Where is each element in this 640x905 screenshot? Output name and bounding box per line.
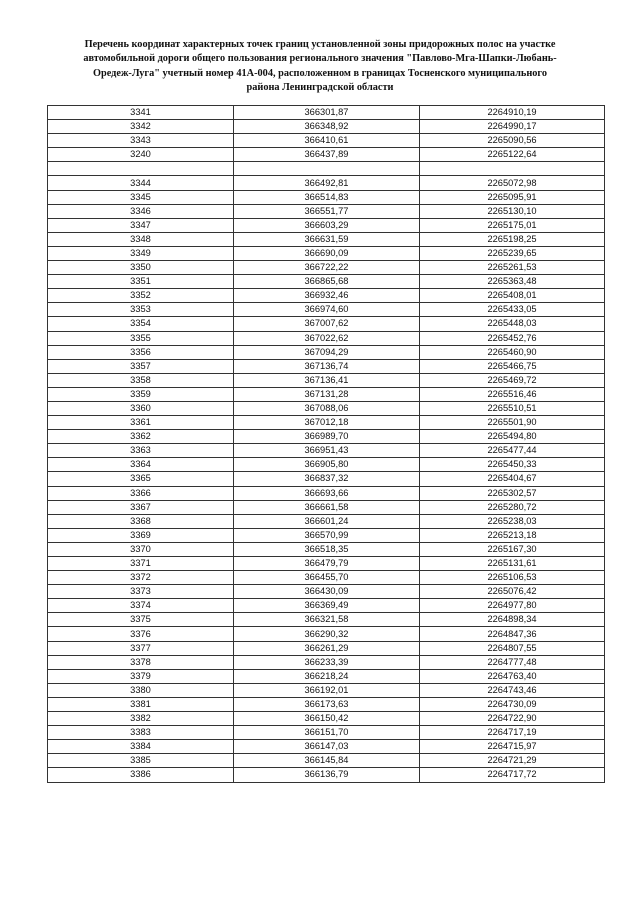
y-coordinate-cell: 2264777,48 <box>420 655 605 669</box>
y-coordinate-cell: 2265090,56 <box>420 134 605 148</box>
table-row <box>48 401 605 415</box>
document-title <box>40 38 600 96</box>
y-coordinate-cell: 2265095,91 <box>420 190 605 204</box>
y-coordinate-cell: 2265404,67 <box>420 472 605 486</box>
x-coordinate-cell: 366147,03 <box>234 740 420 754</box>
x-coordinate-cell: 366603,29 <box>234 218 420 232</box>
y-coordinate-cell: 2264898,34 <box>420 613 605 627</box>
y-coordinate-cell: 2264763,40 <box>420 669 605 683</box>
point-number-cell: 3360 <box>48 401 234 415</box>
x-coordinate-cell: 366145,84 <box>234 754 420 768</box>
x-coordinate-cell: 366233,39 <box>234 655 420 669</box>
x-coordinate-cell: 366661,58 <box>234 500 420 514</box>
table-row <box>48 106 605 120</box>
y-coordinate-cell: 2264717,19 <box>420 726 605 740</box>
y-coordinate-cell: 2265452,76 <box>420 331 605 345</box>
table-row <box>48 514 605 528</box>
y-coordinate-cell: 2265261,53 <box>420 261 605 275</box>
y-coordinate-cell: 2265198,25 <box>420 232 605 246</box>
table-row <box>48 458 605 472</box>
coordinates-table <box>47 105 605 783</box>
y-coordinate-cell: 2265167,30 <box>420 542 605 556</box>
table-row <box>48 303 605 317</box>
table-row <box>48 345 605 359</box>
y-coordinate-cell: 2265450,33 <box>420 458 605 472</box>
table-row <box>48 190 605 204</box>
table-row <box>48 148 605 162</box>
point-number-cell: 3361 <box>48 416 234 430</box>
x-coordinate-cell: 366837,32 <box>234 472 420 486</box>
point-number-cell: 3381 <box>48 697 234 711</box>
y-coordinate-cell: 2265510,51 <box>420 401 605 415</box>
y-coordinate-cell: 2264730,09 <box>420 697 605 711</box>
table-row <box>48 373 605 387</box>
x-coordinate-cell: 366173,63 <box>234 697 420 711</box>
x-coordinate-cell: 366551,77 <box>234 204 420 218</box>
x-coordinate-cell: 366301,87 <box>234 106 420 120</box>
y-coordinate-cell: 2264990,17 <box>420 120 605 134</box>
point-number-cell: 3342 <box>48 120 234 134</box>
point-number-cell: 3349 <box>48 246 234 260</box>
y-coordinate-cell: 2265448,03 <box>420 317 605 331</box>
y-coordinate-cell: 2264721,29 <box>420 754 605 768</box>
x-coordinate-cell: 366951,43 <box>234 444 420 458</box>
table-row <box>48 697 605 711</box>
y-coordinate-cell: 2265501,90 <box>420 416 605 430</box>
point-number-cell: 3354 <box>48 317 234 331</box>
point-number-cell: 3341 <box>48 106 234 120</box>
x-coordinate-cell: 366437,89 <box>234 148 420 162</box>
x-coordinate-cell: 366932,46 <box>234 289 420 303</box>
title-line-4: района Ленинградской области <box>246 82 394 94</box>
y-coordinate-cell: 2265363,48 <box>420 275 605 289</box>
x-coordinate-cell: 366410,61 <box>234 134 420 148</box>
y-coordinate-cell: 2265131,61 <box>420 557 605 571</box>
table-row <box>48 359 605 373</box>
point-number-cell: 3350 <box>48 261 234 275</box>
point-number-cell: 3355 <box>48 331 234 345</box>
table-row <box>48 416 605 430</box>
x-coordinate-cell: 367131,28 <box>234 387 420 401</box>
table-row <box>48 134 605 148</box>
x-coordinate-cell: 366290,32 <box>234 627 420 641</box>
x-coordinate-cell: 366601,24 <box>234 514 420 528</box>
title-line-1: Перечень координат характерных точек границ установленной зоны придорожных полос на участке <box>84 39 556 50</box>
y-coordinate-cell: 2265122,64 <box>420 148 605 162</box>
x-coordinate-cell: 366192,01 <box>234 683 420 697</box>
point-number-cell: 3357 <box>48 359 234 373</box>
y-coordinate-cell: 2264743,46 <box>420 683 605 697</box>
table-row <box>48 571 605 585</box>
x-coordinate-cell <box>234 162 420 176</box>
point-number-cell: 3372 <box>48 571 234 585</box>
table-row <box>48 655 605 669</box>
table-row <box>48 232 605 246</box>
x-coordinate-cell: 367094,29 <box>234 345 420 359</box>
point-number-cell: 3376 <box>48 627 234 641</box>
point-number-cell: 3385 <box>48 754 234 768</box>
table-row <box>48 768 605 782</box>
point-number-cell: 3370 <box>48 542 234 556</box>
x-coordinate-cell: 366136,79 <box>234 768 420 782</box>
table-row <box>48 430 605 444</box>
table-row <box>48 275 605 289</box>
table-row <box>48 542 605 556</box>
y-coordinate-cell: 2265238,03 <box>420 514 605 528</box>
x-coordinate-cell: 366430,09 <box>234 585 420 599</box>
point-number-cell: 3374 <box>48 599 234 613</box>
y-coordinate-cell: 2265213,18 <box>420 528 605 542</box>
table-row <box>48 599 605 613</box>
y-coordinate-cell: 2265433,05 <box>420 303 605 317</box>
table-row <box>48 331 605 345</box>
y-coordinate-cell: 2265516,46 <box>420 387 605 401</box>
coordinates-table-body <box>48 106 605 783</box>
x-coordinate-cell: 366150,42 <box>234 712 420 726</box>
table-row <box>48 585 605 599</box>
point-number-cell: 3367 <box>48 500 234 514</box>
y-coordinate-cell: 2265466,75 <box>420 359 605 373</box>
table-row <box>48 669 605 683</box>
table-row <box>48 176 605 190</box>
point-number-cell: 3386 <box>48 768 234 782</box>
y-coordinate-cell: 2265175,01 <box>420 218 605 232</box>
table-row <box>48 317 605 331</box>
table-row <box>48 641 605 655</box>
table-row <box>48 204 605 218</box>
point-number-cell: 3365 <box>48 472 234 486</box>
table-row <box>48 218 605 232</box>
x-coordinate-cell: 367007,62 <box>234 317 420 331</box>
x-coordinate-cell: 366570,99 <box>234 528 420 542</box>
y-coordinate-cell: 2264715,97 <box>420 740 605 754</box>
point-number-cell: 3383 <box>48 726 234 740</box>
x-coordinate-cell: 366905,80 <box>234 458 420 472</box>
point-number-cell: 3368 <box>48 514 234 528</box>
point-number-cell: 3362 <box>48 430 234 444</box>
x-coordinate-cell: 366518,35 <box>234 542 420 556</box>
table-row <box>48 613 605 627</box>
point-number-cell: 3346 <box>48 204 234 218</box>
point-number-cell: 3373 <box>48 585 234 599</box>
point-number-cell: 3384 <box>48 740 234 754</box>
point-number-cell: 3363 <box>48 444 234 458</box>
x-coordinate-cell: 366321,58 <box>234 613 420 627</box>
title-line-3: Оредеж-Луга" учетный номер 41А-004, расположенном в границах Тосненского муниципального <box>93 67 547 79</box>
point-number-cell: 3364 <box>48 458 234 472</box>
y-coordinate-cell: 2265130,10 <box>420 204 605 218</box>
table-row <box>48 472 605 486</box>
point-number-cell: 3359 <box>48 387 234 401</box>
point-number-cell: 3366 <box>48 486 234 500</box>
point-number-cell: 3371 <box>48 557 234 571</box>
table-row <box>48 246 605 260</box>
y-coordinate-cell: 2265072,98 <box>420 176 605 190</box>
x-coordinate-cell: 366479,79 <box>234 557 420 571</box>
y-coordinate-cell: 2265302,57 <box>420 486 605 500</box>
point-number-cell: 3375 <box>48 613 234 627</box>
table-row <box>48 162 605 176</box>
y-coordinate-cell: 2265494,80 <box>420 430 605 444</box>
x-coordinate-cell: 367136,41 <box>234 373 420 387</box>
point-number-cell <box>48 162 234 176</box>
x-coordinate-cell: 366693,66 <box>234 486 420 500</box>
point-number-cell: 3343 <box>48 134 234 148</box>
x-coordinate-cell: 366151,70 <box>234 726 420 740</box>
table-row <box>48 557 605 571</box>
title-line-2: автомобильной дороги общего пользования регионального значения "Павлово-Мга-Шапки-Любань- <box>83 53 557 65</box>
x-coordinate-cell: 366455,70 <box>234 571 420 585</box>
point-number-cell: 3352 <box>48 289 234 303</box>
x-coordinate-cell: 367022,62 <box>234 331 420 345</box>
y-coordinate-cell <box>420 162 605 176</box>
y-coordinate-cell: 2264717,72 <box>420 768 605 782</box>
x-coordinate-cell: 366261,29 <box>234 641 420 655</box>
table-row <box>48 387 605 401</box>
table-row <box>48 289 605 303</box>
y-coordinate-cell: 2264847,36 <box>420 627 605 641</box>
x-coordinate-cell: 366369,49 <box>234 599 420 613</box>
point-number-cell: 3348 <box>48 232 234 246</box>
x-coordinate-cell: 366865,68 <box>234 275 420 289</box>
table-row <box>48 120 605 134</box>
x-coordinate-cell: 367136,74 <box>234 359 420 373</box>
table-row <box>48 712 605 726</box>
table-row <box>48 528 605 542</box>
table-row <box>48 683 605 697</box>
point-number-cell: 3369 <box>48 528 234 542</box>
x-coordinate-cell: 366974,60 <box>234 303 420 317</box>
table-row <box>48 726 605 740</box>
point-number-cell: 3382 <box>48 712 234 726</box>
x-coordinate-cell: 366631,59 <box>234 232 420 246</box>
y-coordinate-cell: 2265469,72 <box>420 373 605 387</box>
y-coordinate-cell: 2264910,19 <box>420 106 605 120</box>
x-coordinate-cell: 367012,18 <box>234 416 420 430</box>
y-coordinate-cell: 2265477,44 <box>420 444 605 458</box>
y-coordinate-cell: 2265460,90 <box>420 345 605 359</box>
point-number-cell: 3379 <box>48 669 234 683</box>
table-row <box>48 486 605 500</box>
x-coordinate-cell: 366514,83 <box>234 190 420 204</box>
x-coordinate-cell: 366989,70 <box>234 430 420 444</box>
y-coordinate-cell: 2264722,90 <box>420 712 605 726</box>
point-number-cell: 3240 <box>48 148 234 162</box>
x-coordinate-cell: 366492,81 <box>234 176 420 190</box>
table-row <box>48 754 605 768</box>
table-row <box>48 627 605 641</box>
point-number-cell: 3356 <box>48 345 234 359</box>
y-coordinate-cell: 2264807,55 <box>420 641 605 655</box>
x-coordinate-cell: 366348,92 <box>234 120 420 134</box>
y-coordinate-cell: 2264977,80 <box>420 599 605 613</box>
point-number-cell: 3347 <box>48 218 234 232</box>
x-coordinate-cell: 367088,06 <box>234 401 420 415</box>
table-row <box>48 261 605 275</box>
y-coordinate-cell: 2265239,65 <box>420 246 605 260</box>
x-coordinate-cell: 366722,22 <box>234 261 420 275</box>
y-coordinate-cell: 2265408,01 <box>420 289 605 303</box>
y-coordinate-cell: 2265076,42 <box>420 585 605 599</box>
table-row <box>48 444 605 458</box>
table-row <box>48 500 605 514</box>
point-number-cell: 3380 <box>48 683 234 697</box>
point-number-cell: 3351 <box>48 275 234 289</box>
table-row <box>48 740 605 754</box>
y-coordinate-cell: 2265280,72 <box>420 500 605 514</box>
y-coordinate-cell: 2265106,53 <box>420 571 605 585</box>
x-coordinate-cell: 366218,24 <box>234 669 420 683</box>
point-number-cell: 3377 <box>48 641 234 655</box>
x-coordinate-cell: 366690,09 <box>234 246 420 260</box>
point-number-cell: 3378 <box>48 655 234 669</box>
point-number-cell: 3358 <box>48 373 234 387</box>
point-number-cell: 3344 <box>48 176 234 190</box>
point-number-cell: 3345 <box>48 190 234 204</box>
point-number-cell: 3353 <box>48 303 234 317</box>
